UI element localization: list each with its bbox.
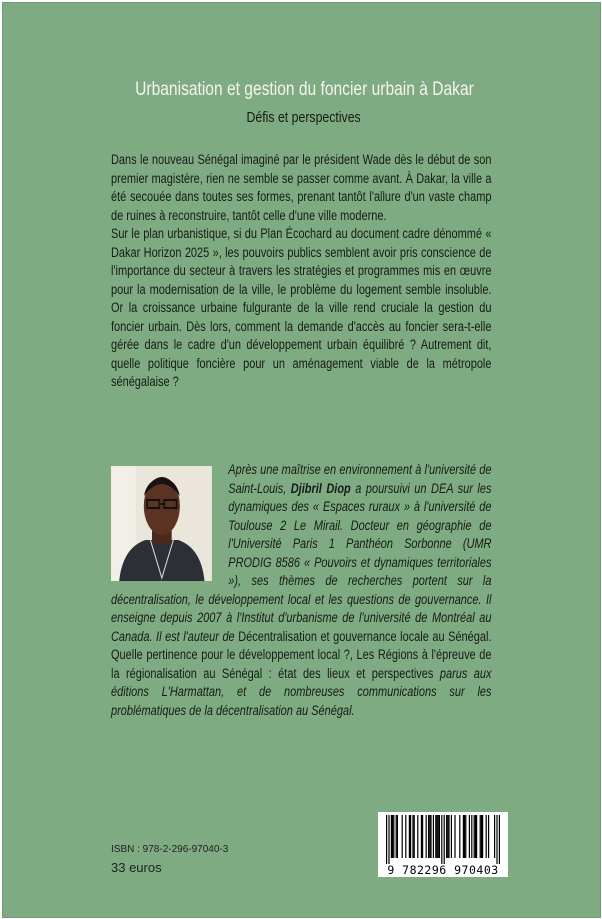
barcode-bar <box>391 815 392 858</box>
barcode-bar <box>469 815 470 858</box>
barcode-bar <box>463 815 464 858</box>
book-title <box>3 79 602 101</box>
barcode-bar <box>438 815 439 858</box>
book-subtitle <box>3 109 602 126</box>
author-bio <box>111 461 491 720</box>
barcode-bar <box>486 815 487 858</box>
barcode-bar <box>414 815 415 858</box>
barcode-bar <box>454 815 455 858</box>
barcode-bar <box>409 815 410 858</box>
barcode-bar <box>446 815 447 858</box>
barcode-bar <box>392 815 393 858</box>
barcode-bar <box>451 815 452 858</box>
barcode-bar <box>435 815 436 858</box>
barcode-bar <box>459 815 460 858</box>
back-cover <box>2 2 601 918</box>
author-books: Décentralisation et gouvernance locale au Sénégal. Quelle pertinence pour le développement local ?, Les Régions à l'épreuve de la régionalisation au Sénégal : état des lieux et perspectives <box>111 628 492 681</box>
bio-text: Après une maîtrise en environnement à l'université de Saint-Louis, <box>228 462 492 496</box>
barcode-bar <box>410 815 411 858</box>
barcode-bar <box>480 815 481 858</box>
barcode-bar <box>393 815 394 858</box>
barcode-bar <box>494 815 495 858</box>
barcode-bar <box>397 815 398 858</box>
barcode-digits: 9 782296 970403 <box>378 864 508 876</box>
barcode-bar <box>488 815 489 858</box>
author-name: Djibril Diop <box>290 480 351 496</box>
book-title-text: Urbanisation et gestion du foncier urbain à Dakar <box>134 79 474 100</box>
barcode-bar <box>402 815 403 858</box>
summary-paragraph: Dans le nouveau Sénégal imaginé par le président Wade dès le début de son premier magistère, rien ne semble se passer comme avant. À Dakar, la ville a été secouée dans toutes ses formes, prenant tantôt l'allure d'un vaste champ de ruines à reconstruire, tantôt celle d'une ville moderne. <box>111 152 492 223</box>
barcode-bar <box>441 815 442 865</box>
barcode-bar <box>422 815 423 858</box>
isbn: ISBN : 978-2-296-97040-3 <box>111 844 229 855</box>
price: 33 euros <box>111 860 162 875</box>
barcode-bar <box>430 815 431 858</box>
barcode <box>378 812 508 877</box>
barcode-bar <box>481 815 482 858</box>
barcode-bar <box>429 815 430 858</box>
barcode-bar <box>417 815 418 858</box>
barcode-bar <box>448 815 449 858</box>
barcode-bar <box>412 815 413 858</box>
author-photo <box>111 466 212 581</box>
barcode-bar <box>471 815 472 858</box>
barcode-bar <box>426 815 427 858</box>
barcode-bar <box>405 815 406 858</box>
barcode-bar <box>482 815 483 858</box>
bio-text: a poursuivi un DEA sur les dynamiques des « Espaces ruraux » à l'université de Toulouse 2 Le Mirail. Docteur en géographie de l'Université Paris 1 Panthéon Sorbonne (UMR PRODIG 8586 « Pouvoirs et dynamiques territoriales »), ses thèmes de recherches portent sur la décentralisation, le développement local et les questions de gouvernance. Il enseigne depuis 2007 à l'Institut d'urbanisme de l'université de Montréal au Canada. Il est l'auteur de <box>111 480 492 644</box>
barcode-bars <box>386 815 500 865</box>
barcode-bar <box>428 815 429 858</box>
barcode-bar <box>474 815 475 858</box>
barcode-bar <box>447 815 448 858</box>
book-subtitle-text: Défis et perspectives <box>246 109 362 126</box>
barcode-bar <box>496 815 497 865</box>
barcode-bar <box>476 815 477 858</box>
barcode-bar <box>421 815 422 858</box>
barcode-bar <box>436 815 437 858</box>
barcode-bar <box>388 815 389 865</box>
barcode-bar <box>465 815 466 858</box>
barcode-bar <box>386 815 387 865</box>
barcode-bar <box>475 815 476 858</box>
barcode-bar <box>396 815 397 858</box>
barcode-bar <box>439 815 440 858</box>
barcode-bar <box>464 815 465 858</box>
bio-text: parus aux éditions L'Harmattan, et de nombreuses communications sur les problématiques de la décentralisation au Sénégal. <box>111 665 492 718</box>
barcode-bar <box>433 815 434 858</box>
barcode-bar <box>444 815 445 865</box>
summary <box>111 151 491 392</box>
summary-paragraph: Sur le plan urbanistique, si du Plan Écochard au document cadre dénommé « Dakar Horizon 2025 », les pouvoirs publics semblent avoir pris conscience de l'importance du secteur à travers les stratégies et programmes mis en œuvre pour la modernisation de la ville, le problème du logement semble insoluble. Or la croissance urbaine fulgurante de la ville rend cruciale la gestion du foncier urbain. Dès lors, comment la demande d'accès au foncier sera-t-elle gérée dans le cadre d'un développement urbain équilibré ? Autrement dit, quelle politique foncière pour un aménagement viable de la métropole sénégalaise ? <box>111 226 492 389</box>
barcode-bar <box>499 815 500 865</box>
